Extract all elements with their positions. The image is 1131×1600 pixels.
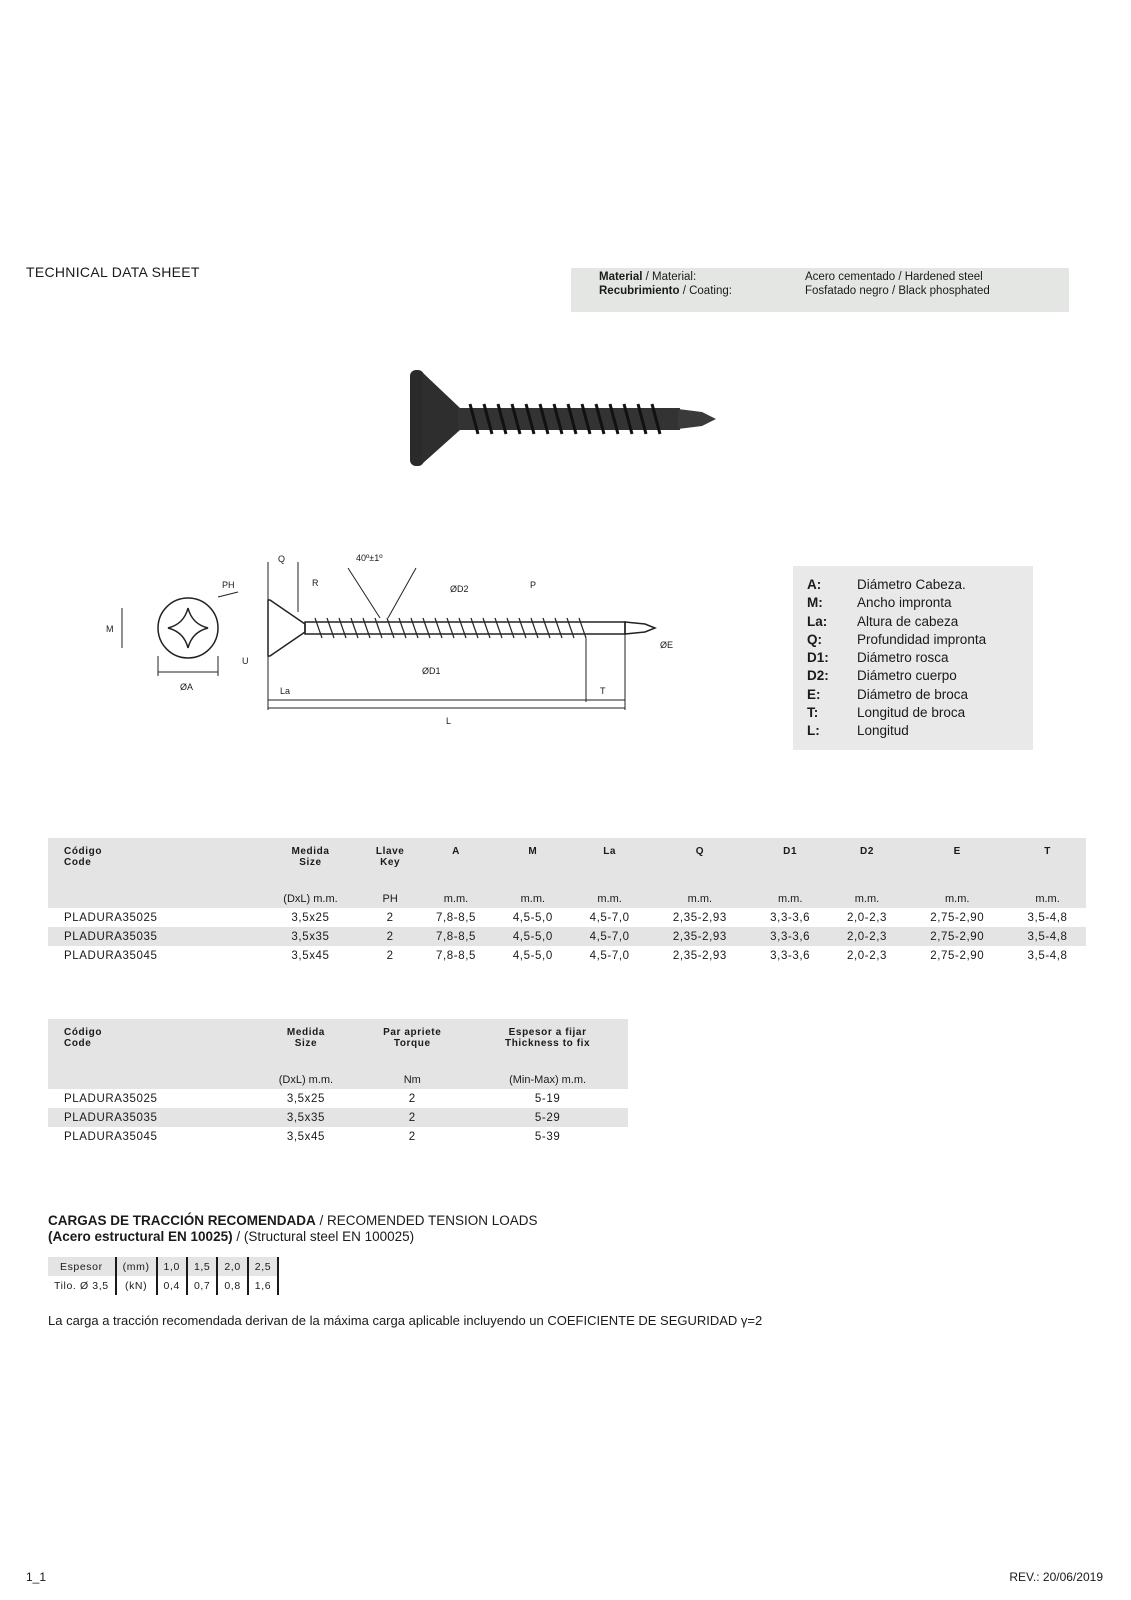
loads-cell: 0,7 — [187, 1276, 217, 1295]
table-cell: 2 — [363, 927, 418, 946]
column-header-es: Medida — [291, 846, 330, 857]
legend-row — [807, 613, 1019, 631]
loads-cell: (mm) — [116, 1257, 157, 1276]
table-cell: 4,5-7,0 — [589, 911, 630, 924]
table-cell: 5-19 — [534, 1092, 561, 1105]
material-label-es: Material — [599, 271, 643, 283]
column-header — [255, 1019, 358, 1069]
column-unit: m.m. — [1009, 888, 1086, 908]
column-header-es: Código — [64, 846, 103, 857]
column-header-es: D1 — [783, 846, 798, 857]
column-unit: Nm — [357, 1069, 467, 1089]
table-cell: 3,5x45 — [286, 1130, 325, 1143]
loads-sub-en: / (Structural steel EN 100025) — [232, 1229, 415, 1244]
legend-value: Diámetro rosca — [857, 650, 949, 666]
table-row — [48, 927, 1086, 946]
coating-label-en: / Coating: — [679, 285, 732, 297]
column-header-es: Llave — [375, 846, 405, 857]
column-header-es: A — [452, 846, 460, 857]
table-cell: 3,5-4,8 — [1009, 927, 1086, 946]
loads-cell: 2,5 — [248, 1257, 278, 1276]
column-header — [829, 838, 906, 888]
column-header-en: Code — [64, 1038, 92, 1049]
table-cell: 2,0-2,3 — [846, 949, 887, 962]
table-cell: PLADURA35025 — [64, 1092, 158, 1105]
column-header — [418, 838, 495, 888]
table-cell: 2,75-2,90 — [930, 949, 985, 962]
column-unit: (DxL) m.m. — [258, 888, 362, 908]
column-header-es: La — [603, 846, 617, 857]
table-cell: 7,8-8,5 — [435, 949, 476, 962]
table-cell: 4,5-5,0 — [494, 927, 571, 946]
table-cell: PLADURA35045 — [64, 1130, 158, 1143]
column-header — [363, 838, 418, 888]
tension-loads-table — [48, 1257, 279, 1295]
legend-key: La: — [807, 613, 828, 629]
table-cell: 2 — [408, 1130, 416, 1143]
table-cell: 4,5-7,0 — [571, 927, 648, 946]
label-e: ØE — [660, 640, 674, 650]
loads-cell: 0,8 — [217, 1276, 247, 1295]
table-row — [48, 1089, 628, 1108]
table-cell: 2,35-2,93 — [672, 949, 727, 962]
loads-cell: 1,6 — [248, 1276, 278, 1295]
legend-row — [807, 686, 1019, 704]
column-header — [467, 1019, 628, 1069]
table-cell: 2 — [386, 911, 394, 924]
label-r: R — [312, 578, 319, 588]
column-unit — [48, 888, 258, 908]
column-unit: m.m. — [648, 888, 752, 908]
material-row — [599, 270, 1041, 284]
page-title: TECHNICAL DATA SHEET — [26, 264, 200, 280]
legend-row — [807, 667, 1019, 685]
legend-value: Longitud de broca — [857, 705, 966, 721]
dimensions-table — [48, 838, 1086, 965]
legend-row — [807, 704, 1019, 722]
loads-cell: Espesor — [48, 1257, 116, 1276]
column-header-en: Thickness to fix — [505, 1038, 591, 1049]
column-header-en: Key — [380, 857, 401, 868]
label-a: ØA — [180, 682, 194, 692]
column-header-en: Size — [294, 1038, 318, 1049]
legend-value: Diámetro Cabeza. — [857, 577, 966, 592]
technical-drawing — [100, 552, 700, 732]
legend-key: Q: — [807, 631, 822, 647]
label-la: La — [280, 686, 291, 696]
loads-title-en: / RECOMENDED TENSION LOADS — [315, 1213, 538, 1228]
table-cell: 7,8-8,5 — [418, 927, 495, 946]
table-cell: 3,5x35 — [258, 927, 362, 946]
table-cell: 3,3-3,6 — [752, 927, 829, 946]
column-header-es: Espesor a fijar — [508, 1027, 587, 1038]
legend-key: D1: — [807, 650, 829, 666]
table-cell: PLADURA35035 — [48, 1108, 255, 1127]
column-header-en: Torque — [393, 1038, 431, 1049]
table-cell: 2,35-2,93 — [672, 911, 727, 924]
loads-cell: 0,4 — [157, 1276, 187, 1295]
legend-key: T: — [807, 705, 819, 721]
legend-value: Longitud — [857, 723, 909, 739]
material-box — [571, 268, 1069, 312]
coating-label-es: Recubrimiento — [599, 285, 680, 297]
loads-title-es: CARGAS DE TRACCIÓN RECOMENDADA — [48, 1213, 316, 1228]
screw-photo — [400, 360, 720, 480]
column-header-es: Q — [695, 846, 705, 857]
label-t: T — [600, 686, 606, 696]
legend-row — [807, 649, 1019, 667]
table-row — [48, 1127, 628, 1146]
label-m: M — [106, 624, 114, 634]
table-cell: 3,5-4,8 — [1027, 911, 1068, 924]
label-u: U — [242, 656, 249, 666]
label-l: L — [446, 716, 452, 726]
column-header-es: E — [953, 846, 961, 857]
legend-key: M: — [807, 595, 823, 611]
table-cell: 7,8-8,5 — [435, 911, 476, 924]
column-header-es: Código — [64, 1027, 103, 1038]
column-header-es: T — [1044, 846, 1051, 857]
column-unit — [48, 1069, 255, 1089]
label-p: P — [530, 580, 537, 590]
column-header-es: Par apriete — [383, 1027, 442, 1038]
column-header — [494, 838, 571, 888]
table-cell: 5-39 — [534, 1130, 561, 1143]
table-cell: 2 — [386, 949, 394, 962]
legend-row — [807, 594, 1019, 612]
legend-row — [807, 576, 1019, 594]
revision-date: REV.: 20/06/2019 — [1009, 1570, 1103, 1584]
legend-value: Altura de cabeza — [857, 613, 959, 629]
legend-row — [807, 631, 1019, 649]
column-header — [648, 838, 752, 888]
table-cell: 3,5x45 — [291, 949, 330, 962]
loads-cell: 2,0 — [217, 1257, 247, 1276]
table-cell: 2 — [408, 1092, 416, 1105]
tension-loads-title — [48, 1213, 538, 1245]
coating-value: Fosfatado negro / Black phosphated — [805, 285, 990, 297]
legend-key: D2: — [807, 668, 829, 684]
material-value: Acero cementado / Hardened steel — [805, 271, 983, 283]
column-header — [48, 838, 258, 888]
column-unit: m.m. — [905, 888, 1009, 908]
table-cell: 3,5x25 — [291, 911, 330, 924]
table-cell: 4,5-7,0 — [589, 949, 630, 962]
loads-cell: 1,0 — [157, 1257, 187, 1276]
column-header-en: Size — [299, 857, 322, 868]
label-d1: ØD1 — [422, 666, 441, 676]
table-cell: 2,0-2,3 — [846, 911, 887, 924]
column-unit: m.m. — [418, 888, 495, 908]
legend-value: Diámetro cuerpo — [857, 668, 957, 684]
table-cell: 3,5x25 — [286, 1092, 325, 1105]
table-cell: PLADURA35045 — [64, 949, 158, 962]
column-unit: PH — [363, 888, 418, 908]
column-unit: m.m. — [829, 888, 906, 908]
table-cell: 2,75-2,90 — [930, 911, 985, 924]
label-q: Q — [278, 554, 286, 564]
loads-cell: Tilo. Ø 3,5 — [48, 1276, 116, 1295]
column-header-es: D2 — [860, 846, 874, 857]
column-header — [48, 1019, 255, 1069]
column-unit: (DxL) m.m. — [255, 1069, 358, 1089]
legend-row — [807, 722, 1019, 740]
column-header-en: Code — [64, 857, 92, 868]
table-cell: 3,3-3,6 — [770, 949, 811, 962]
column-header — [752, 838, 829, 888]
loads-sub-es: (Acero estructural EN 10025) — [48, 1229, 233, 1244]
table-cell: 2,75-2,90 — [905, 927, 1009, 946]
table-cell: 2,0-2,3 — [829, 927, 906, 946]
table-row — [48, 1108, 628, 1127]
column-header — [1009, 838, 1086, 888]
legend-key: E: — [807, 686, 821, 702]
table-cell: 3,5x35 — [255, 1108, 358, 1127]
table-cell: 3,3-3,6 — [770, 911, 811, 924]
loads-cell: (kN) — [116, 1276, 157, 1295]
legend-key: A: — [807, 577, 822, 592]
legend-value: Ancho impronta — [857, 595, 952, 611]
label-ph: PH — [222, 580, 235, 590]
table-row — [48, 946, 1086, 965]
table-cell: 5-29 — [467, 1108, 628, 1127]
legend-value: Profundidad impronta — [857, 631, 987, 647]
column-header-es: M — [528, 846, 538, 857]
safety-note: La carga a tracción recomendada derivan de la máxima carga aplicable incluyendo un COEFICIENTE DE SEGURIDAD γ=2 — [48, 1313, 763, 1328]
column-unit: m.m. — [571, 888, 648, 908]
legend-key: L: — [807, 723, 820, 739]
column-header — [357, 1019, 467, 1069]
table-row — [48, 908, 1086, 927]
material-label-en: / Material: — [642, 271, 697, 283]
legend-value: Diámetro de broca — [857, 686, 969, 702]
label-d2: ØD2 — [450, 584, 469, 594]
page-number: 1_1 — [26, 1570, 47, 1584]
column-unit: m.m. — [752, 888, 829, 908]
legend-box — [793, 566, 1033, 750]
column-unit: m.m. — [494, 888, 571, 908]
table-cell: 2 — [357, 1108, 467, 1127]
table-cell: PLADURA35035 — [48, 927, 258, 946]
column-header-es: Medida — [286, 1027, 325, 1038]
table-cell: 3,5-4,8 — [1027, 949, 1068, 962]
column-header — [905, 838, 1009, 888]
loads-cell: 1,5 — [187, 1257, 217, 1276]
label-angle: 40º±1º — [356, 553, 383, 563]
coating-row — [599, 284, 1041, 298]
column-unit: (Min-Max) m.m. — [467, 1069, 628, 1089]
table-cell: 2,35-2,93 — [648, 927, 752, 946]
torque-table — [48, 1019, 628, 1146]
column-header — [258, 838, 362, 888]
table-cell: PLADURA35025 — [64, 911, 158, 924]
table-cell: 4,5-5,0 — [512, 911, 553, 924]
column-header — [571, 838, 648, 888]
table-cell: 4,5-5,0 — [512, 949, 553, 962]
